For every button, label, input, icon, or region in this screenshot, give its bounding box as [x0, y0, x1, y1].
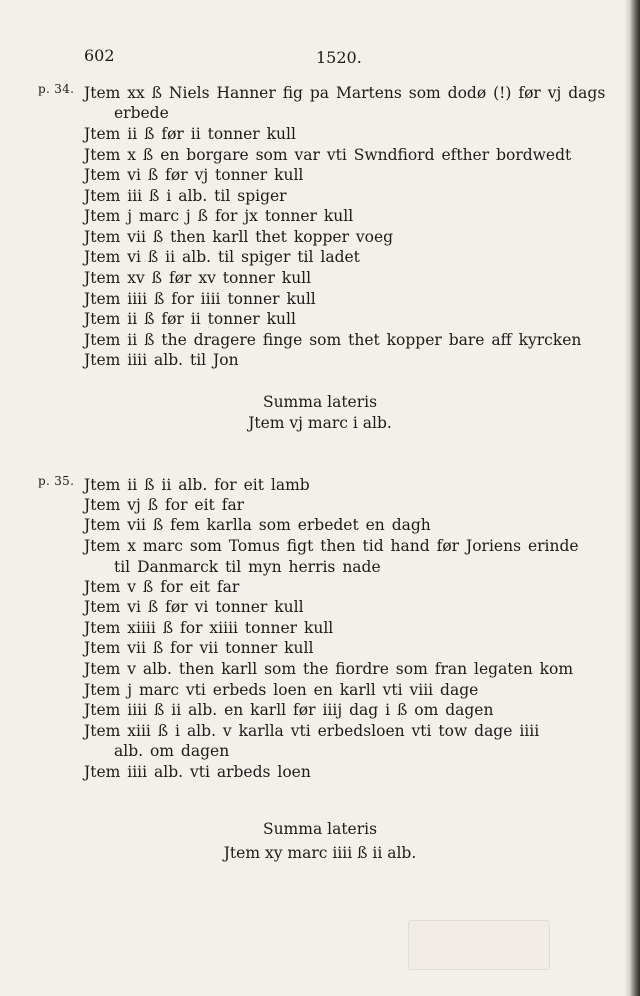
page-marker-35: p. 35.	[38, 474, 75, 488]
entry-line: Jtem vii ß then karll thet kopper voeg	[84, 228, 394, 246]
entry-line: Jtem ii ß før ii tonner kull	[84, 310, 296, 328]
library-stamp-area	[408, 920, 550, 970]
entry-line: Jtem vi ß før vi tonner kull	[84, 598, 304, 616]
entry-line: Jtem vi ß før vj tonner kull	[84, 166, 304, 184]
entry-line: Jtem xiii ß i alb. v karlla vti erbedsloen vti tow dage iiii	[84, 722, 540, 740]
entry-line: Jtem vi ß ii alb. til spiger til ladet	[84, 248, 360, 266]
page-number: 602	[84, 46, 115, 65]
entry-line: Jtem j marc vti erbeds loen en karll vti viii dage	[84, 681, 479, 699]
entry-line: Jtem iii ß i alb. til spiger	[84, 187, 287, 205]
entry-line: Jtem x marc som Tomus figt then tid hand før Joriens erinde	[84, 537, 579, 555]
entry-line: Jtem xiiii ß for xiiii tonner kull	[84, 619, 334, 637]
entry-line: Jtem x ß en borgare som var vti Swndfiord efther bordwedt	[84, 146, 572, 164]
entry-line: Jtem iiii ß for iiii tonner kull	[84, 290, 316, 308]
entry-line: Jtem vj ß for eit far	[84, 496, 245, 514]
entry-line-continuation: erbede	[114, 104, 169, 122]
entry-line: Jtem vii ß for vii tonner kull	[84, 639, 314, 657]
summa-lateris-label: Summa lateris	[262, 820, 378, 838]
entry-line: Jtem iiii alb. til Jon	[84, 351, 239, 369]
entry-line: Jtem j marc j ß for jx tonner kull	[84, 207, 354, 225]
entry-line: Jtem ii ß ii alb. for eit lamb	[84, 476, 310, 494]
entry-line: Jtem v alb. then karll som the fiordre som fran legaten kom	[84, 660, 574, 678]
page-marker-34: p. 34.	[38, 82, 75, 96]
entry-line: Jtem xx ß Niels Hanner fig pa Martens som dodø (!) før vj dags	[84, 84, 606, 102]
entry-line: Jtem iiii ß ii alb. en karll før iiij dag i ß om dagen	[84, 701, 494, 719]
entry-line: Jtem iiii alb. vti arbeds loen	[84, 763, 311, 781]
entry-line: Jtem vii ß fem karlla som erbedet en dagh	[84, 516, 431, 534]
entry-line: Jtem ii ß før ii tonner kull	[84, 125, 296, 143]
entry-line: Jtem v ß for eit far	[84, 578, 240, 596]
entry-line: Jtem xv ß før xv tonner kull	[84, 269, 312, 287]
page-year-heading: 1520.	[316, 48, 362, 67]
summa-lateris-label: Summa lateris	[262, 393, 378, 411]
entry-line-continuation: alb. om dagen	[114, 742, 230, 760]
entry-line-continuation: til Danmarck til myn herris nade	[114, 558, 381, 576]
summa-lateris-value: Jtem vj marc i alb.	[248, 414, 392, 432]
summa-lateris-value: Jtem xy marc iiii ß ii alb.	[223, 844, 417, 862]
entry-line: Jtem ii ß the dragere finge som thet kopper bare aff kyrcken	[84, 331, 582, 349]
